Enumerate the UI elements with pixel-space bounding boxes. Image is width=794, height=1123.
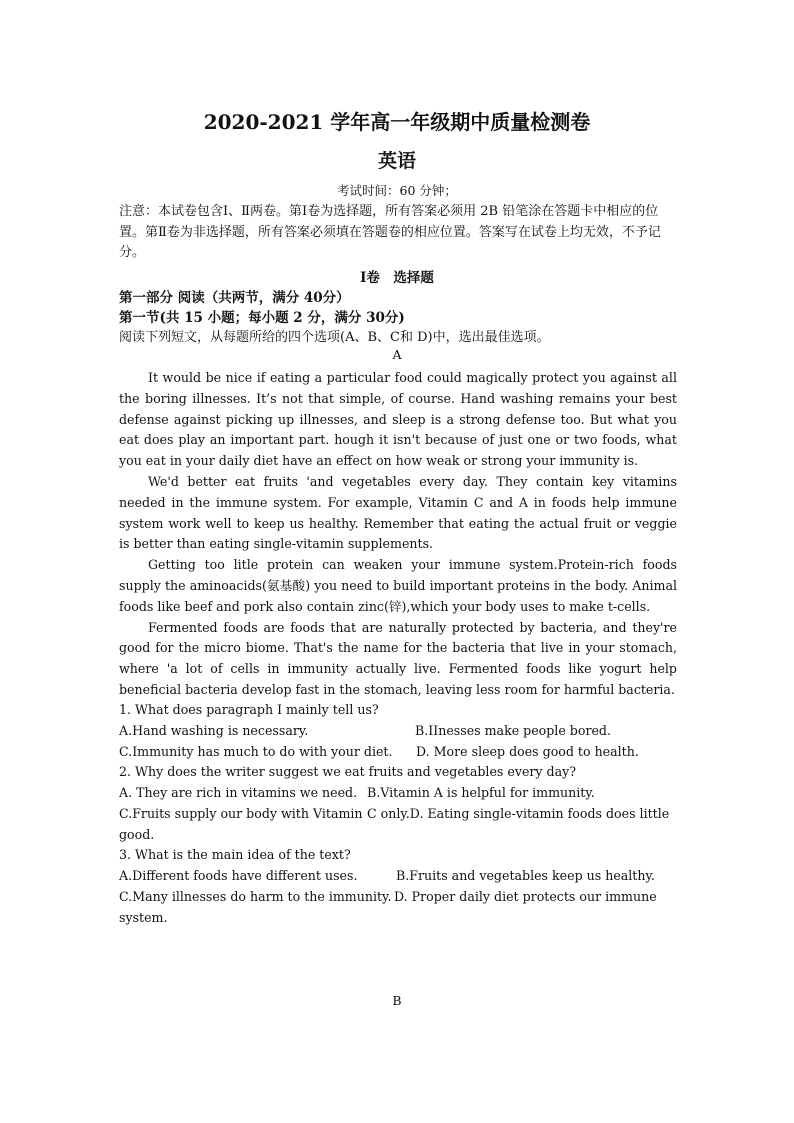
option-d: D. More sleep does good to health. [416, 744, 639, 759]
paragraph: Getting too litle protein can weaken your immune system.Protein-rich foods supply the aminoacids(氨基酸) you need to build important proteins in the body. Animal foods like beef and pork also contain zinc(锌),which your body uses to make t-cells. [119, 557, 677, 614]
paragraph: It would be nice if eating a particular food could magically protect you against all the boring illnesses. It’s not that simple, of course. Hand washing remains your best defense against picking up illnesses, and sleep is a strong defense too. But what you eat does play an important part. hough it isn't because of just one or two foods, what you eat in your daily diet have an effect on how weak or strong your immunity is. [119, 370, 677, 469]
passage-a-body [119, 368, 677, 701]
exam-notes: 注意：本试卷包含Ⅰ、Ⅱ两卷。第Ⅰ卷为选择题，所有答案必须用 2B 铅笔涂在答题卡中相应的位置。第Ⅱ卷为非选择题，所有答案必须填在答题卷的相应位置。答案写在试卷上均无效，不予记分。 [119, 204, 661, 261]
volume-heading: Ⅰ卷 选择题 [360, 270, 434, 286]
option-continuation: good. [119, 827, 155, 842]
option-d: C only.D. Eating single-vitamin foods does little [367, 806, 670, 821]
question-stem: 3. What is the main idea of the text? [119, 847, 351, 862]
option-a: A.Hand washing is necessary. [119, 723, 309, 738]
option-a: A.Different foods have different uses. [119, 868, 358, 883]
option-a: A. They are rich in vitamins we need. [119, 785, 358, 800]
option-b: B.Vitamin A is helpful for immunity. [367, 785, 595, 800]
exam-title: 2020-2021 学年高一年级期中质量检测卷 [203, 110, 591, 134]
subject-title: 英语 [377, 150, 416, 172]
question-2 [119, 762, 679, 842]
option-b: B.Fruits and vegetables keep us healthy. [396, 868, 655, 883]
option-c: C.Fruits supply our body with Vitamin [119, 806, 363, 821]
question-stem: 2. Why does the writer suggest we eat fruits and vegetables every day? [119, 764, 576, 779]
option-continuation: system. [119, 910, 168, 925]
option-b: B.IInesses make people bored. [415, 723, 611, 738]
instruction-text: 阅读下列短文，从每题所给的四个选项(A、B、C和 D)中，选出最佳选项。 [119, 330, 550, 345]
passage-label-a: A [392, 347, 402, 362]
option-c: C.Immunity has much to do with your diet. [119, 744, 393, 759]
question-1 [119, 700, 679, 759]
question-stem: 1. What does paragraph I mainly tell us? [119, 702, 379, 717]
part-heading: 第一部分 阅读（共两节，满分 40分） [119, 290, 350, 306]
paragraph: We'd better eat fruits 'and vegetables every day. They contain key vitamins needed in the immune system. For example, Vitamin C and A in foods help immune system work well to keep us healthy. Remember that eating the actual fruit or veggie is better than eating single-vitamin supplements. [119, 473, 677, 552]
section-heading: 第一节(共 15 小题；每小题 2 分，满分 30分) [119, 310, 405, 326]
paragraph: Fermented foods are foods that are naturally protected by bacteria, and they're good for the micro biome. That's the name for the bacteria that live in your stomach, where 'a lot of cells in immunity actually live. Fermented foods like yogurt help beneficial bacteria develop fast in the stomach, leaving less room for harmful bacteria. [119, 619, 677, 697]
passage-label-b: B [392, 993, 402, 1008]
option-c: C.Many illnesses do harm to the immunity. [119, 889, 392, 904]
question-3 [119, 845, 679, 925]
exam-time: 考试时间：60 分钟； [337, 183, 457, 198]
option-d: D. Proper daily diet protects our immune [394, 889, 657, 904]
